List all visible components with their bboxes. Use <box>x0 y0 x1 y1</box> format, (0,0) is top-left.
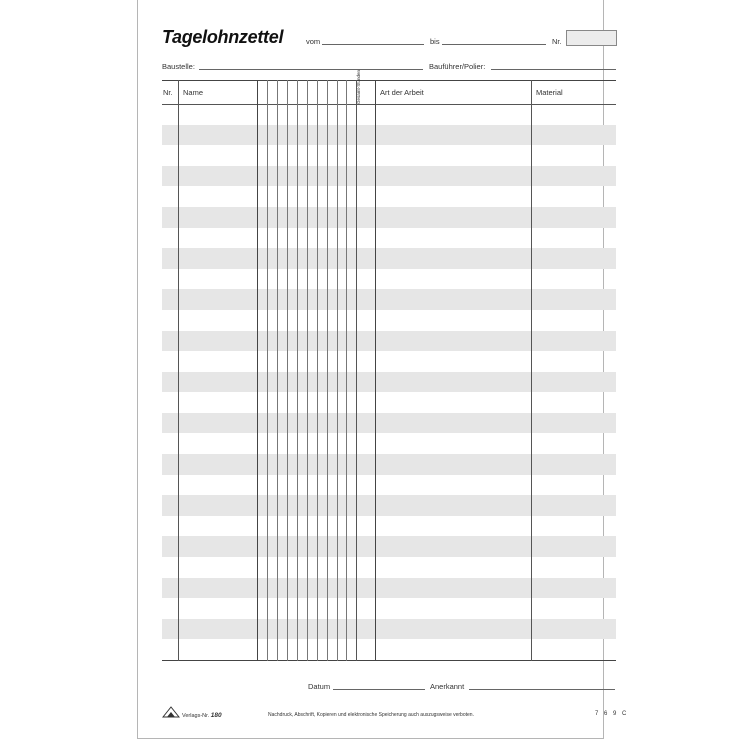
table-row[interactable] <box>162 207 616 228</box>
publisher-logo-icon <box>162 706 180 718</box>
table-row[interactable] <box>162 413 616 434</box>
table-row[interactable] <box>162 495 616 516</box>
vom-label: vom <box>306 37 321 46</box>
table-row[interactable] <box>162 454 616 475</box>
table-row[interactable] <box>162 331 616 352</box>
hours-table <box>162 69 616 661</box>
table-row[interactable] <box>162 536 616 557</box>
col-header-art-der-arbeit: Art der Arbeit <box>380 88 424 97</box>
bauleiter-label: Bauführer/Polier: <box>429 62 486 71</box>
bauleiter-field[interactable] <box>491 69 616 70</box>
anerkannt-field[interactable] <box>469 689 615 690</box>
table-row[interactable] <box>162 310 616 331</box>
datum-label: Datum <box>308 682 331 691</box>
datum-field[interactable] <box>333 689 425 690</box>
form-title: Tagelohnzettel <box>162 27 284 47</box>
table-top-rule <box>162 80 616 81</box>
table-row[interactable] <box>162 289 616 310</box>
vom-field[interactable] <box>322 44 424 45</box>
table-row[interactable] <box>162 269 616 290</box>
table-row[interactable] <box>162 125 616 146</box>
nr-label: Nr. <box>552 37 562 46</box>
table-row[interactable] <box>162 372 616 393</box>
form-code: 7 6 9 C <box>595 711 629 717</box>
col-header-nr: Nr. <box>163 88 173 97</box>
copyright-notice: Nachdruck, Abschrift, Kopieren und elektronische Speicherung auch auszugsweise verboten. <box>268 712 474 718</box>
table-row[interactable] <box>162 351 616 372</box>
col-header-gesamt-stunden: Gesamt-Stunden <box>356 69 361 104</box>
anerkannt-label: Anerkannt <box>430 682 465 691</box>
baustelle-label: Baustelle: <box>162 62 195 71</box>
table-row[interactable] <box>162 578 616 599</box>
baustelle-field[interactable] <box>199 69 423 70</box>
table-row[interactable] <box>162 166 616 187</box>
table-row[interactable] <box>162 228 616 249</box>
verlag-number: Verlags-Nr. 180 <box>182 712 222 719</box>
table-row[interactable] <box>162 475 616 496</box>
table-row[interactable] <box>162 516 616 537</box>
table-row[interactable] <box>162 248 616 269</box>
table-row[interactable] <box>162 433 616 454</box>
table-row[interactable] <box>162 557 616 578</box>
table-row[interactable] <box>162 145 616 166</box>
nr-field[interactable] <box>566 30 617 46</box>
table-row[interactable] <box>162 392 616 413</box>
bis-field[interactable] <box>442 44 546 45</box>
table-row[interactable] <box>162 639 616 660</box>
table-row[interactable] <box>162 104 616 125</box>
table-row[interactable] <box>162 598 616 619</box>
col-header-material: Material <box>536 88 563 97</box>
col-header-name: Name <box>183 88 204 97</box>
table-bottom-rule <box>162 660 616 661</box>
bis-label: bis <box>430 37 440 46</box>
table-row[interactable] <box>162 619 616 640</box>
table-row[interactable] <box>162 186 616 207</box>
